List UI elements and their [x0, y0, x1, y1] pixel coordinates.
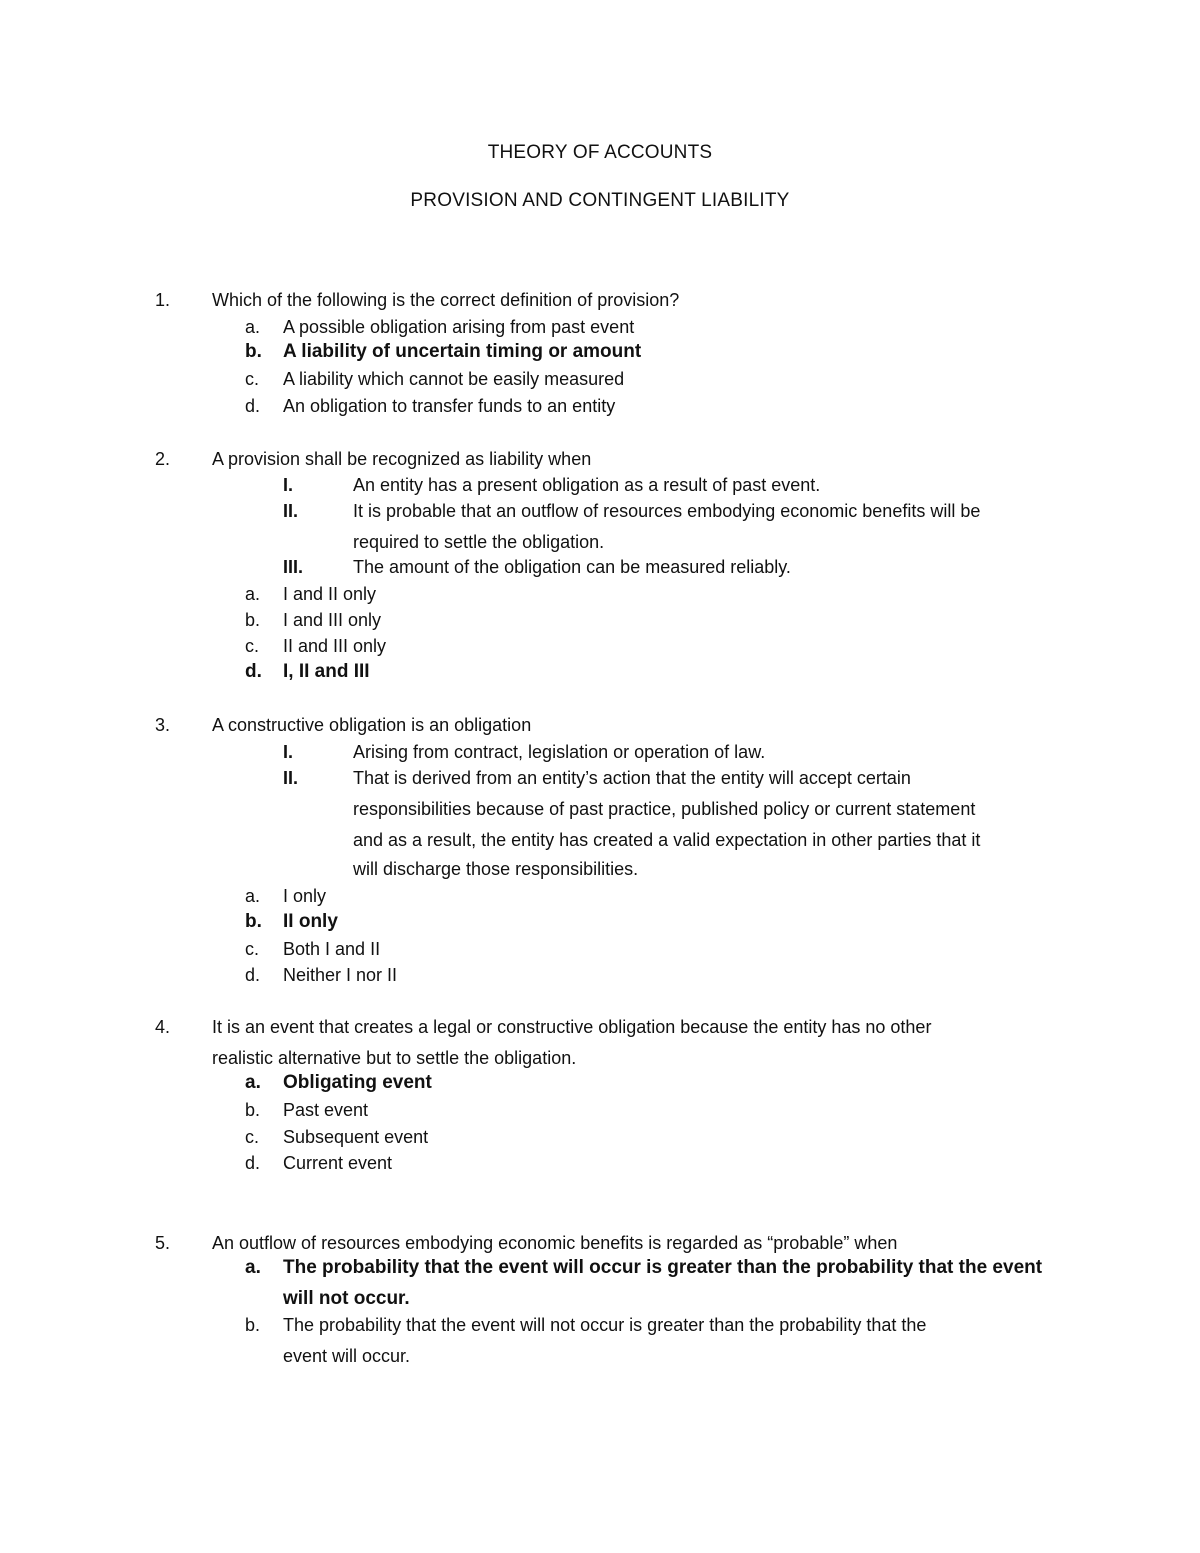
statement-text: will discharge those responsibilities. — [353, 859, 639, 879]
option-text: A liability which cannot be easily measured — [283, 369, 625, 389]
question-text: A constructive obligation is an obligation — [212, 715, 532, 735]
option-text: The probability that the event will not occur is greater than the probability that the — [283, 1315, 927, 1335]
option-text: II and III only — [283, 636, 387, 656]
answer-option-text: The probability that the event will occur is greater than the probability that the event — [283, 1257, 1043, 1278]
option-text: An obligation to transfer funds to an entity — [283, 396, 616, 416]
option-letter: a. — [245, 886, 261, 906]
question-text: realistic alternative but to settle the obligation. — [212, 1048, 577, 1068]
answer-option-text: I, II and III — [283, 661, 370, 682]
statement-text: That is derived from an entity’s action that the entity will accept certain — [353, 768, 911, 788]
statement-text: The amount of the obligation can be measured reliably. — [353, 557, 791, 577]
question-number: 5. — [155, 1233, 171, 1253]
question-number: 3. — [155, 715, 171, 735]
statement-numeral: III. — [283, 557, 304, 577]
document-subtitle: PROVISION AND CONTINGENT LIABILITY — [410, 190, 790, 211]
option-letter: c. — [245, 636, 260, 656]
question-number: 2. — [155, 449, 171, 469]
answer-option-letter: d. — [245, 661, 262, 682]
answer-option-letter: a. — [245, 1257, 261, 1278]
option-letter: d. — [245, 396, 261, 416]
question-text: It is an event that creates a legal or constructive obligation because the entity has no other — [212, 1017, 932, 1037]
answer-option-text: II only — [283, 911, 338, 932]
question-text: Which of the following is the correct definition of provision? — [212, 290, 680, 310]
statement-text: Arising from contract, legislation or operation of law. — [353, 742, 766, 762]
answer-option-letter: b. — [245, 911, 262, 932]
statement-numeral: I. — [283, 742, 294, 762]
option-letter: d. — [245, 1153, 261, 1173]
answer-option-letter: b. — [245, 341, 262, 362]
statement-text: It is probable that an outflow of resources embodying economic benefits will be — [353, 501, 981, 521]
question-number: 4. — [155, 1017, 171, 1037]
option-letter: a. — [245, 317, 261, 337]
option-letter: c. — [245, 939, 260, 959]
option-text: I and II only — [283, 584, 377, 604]
option-text: I and III only — [283, 610, 382, 630]
option-letter: b. — [245, 1315, 261, 1335]
question-number: 1. — [155, 290, 171, 310]
option-text: Current event — [283, 1153, 393, 1173]
answer-option-text: A liability of uncertain timing or amount — [283, 341, 642, 362]
statement-text: required to settle the obligation. — [353, 532, 605, 552]
option-text: event will occur. — [283, 1346, 411, 1366]
question-text: A provision shall be recognized as liability when — [212, 449, 592, 469]
document-title: THEORY OF ACCOUNTS — [487, 142, 713, 163]
answer-option-text: will not occur. — [283, 1288, 410, 1309]
option-text: I only — [283, 886, 327, 906]
option-letter: b. — [245, 1100, 261, 1120]
option-text: A possible obligation arising from past event — [283, 317, 635, 337]
statement-text: and as a result, the entity has created a valid expectation in other parties that it — [353, 830, 981, 850]
option-letter: b. — [245, 610, 261, 630]
question-text: An outflow of resources embodying economic benefits is regarded as “probable” when — [212, 1233, 898, 1253]
option-letter: c. — [245, 369, 260, 389]
option-text: Both I and II — [283, 939, 381, 959]
answer-option-text: Obligating event — [283, 1072, 432, 1093]
statement-numeral: II. — [283, 768, 299, 788]
answer-option-letter: a. — [245, 1072, 261, 1093]
option-letter: c. — [245, 1127, 260, 1147]
option-text: Past event — [283, 1100, 369, 1120]
option-text: Subsequent event — [283, 1127, 429, 1147]
statement-text: responsibilities because of past practice, published policy or current statement — [353, 799, 976, 819]
option-text: Neither I nor II — [283, 965, 398, 985]
statement-text: An entity has a present obligation as a result of past event. — [353, 475, 821, 495]
option-letter: a. — [245, 584, 261, 604]
statement-numeral: II. — [283, 501, 299, 521]
statement-numeral: I. — [283, 475, 294, 495]
option-letter: d. — [245, 965, 261, 985]
